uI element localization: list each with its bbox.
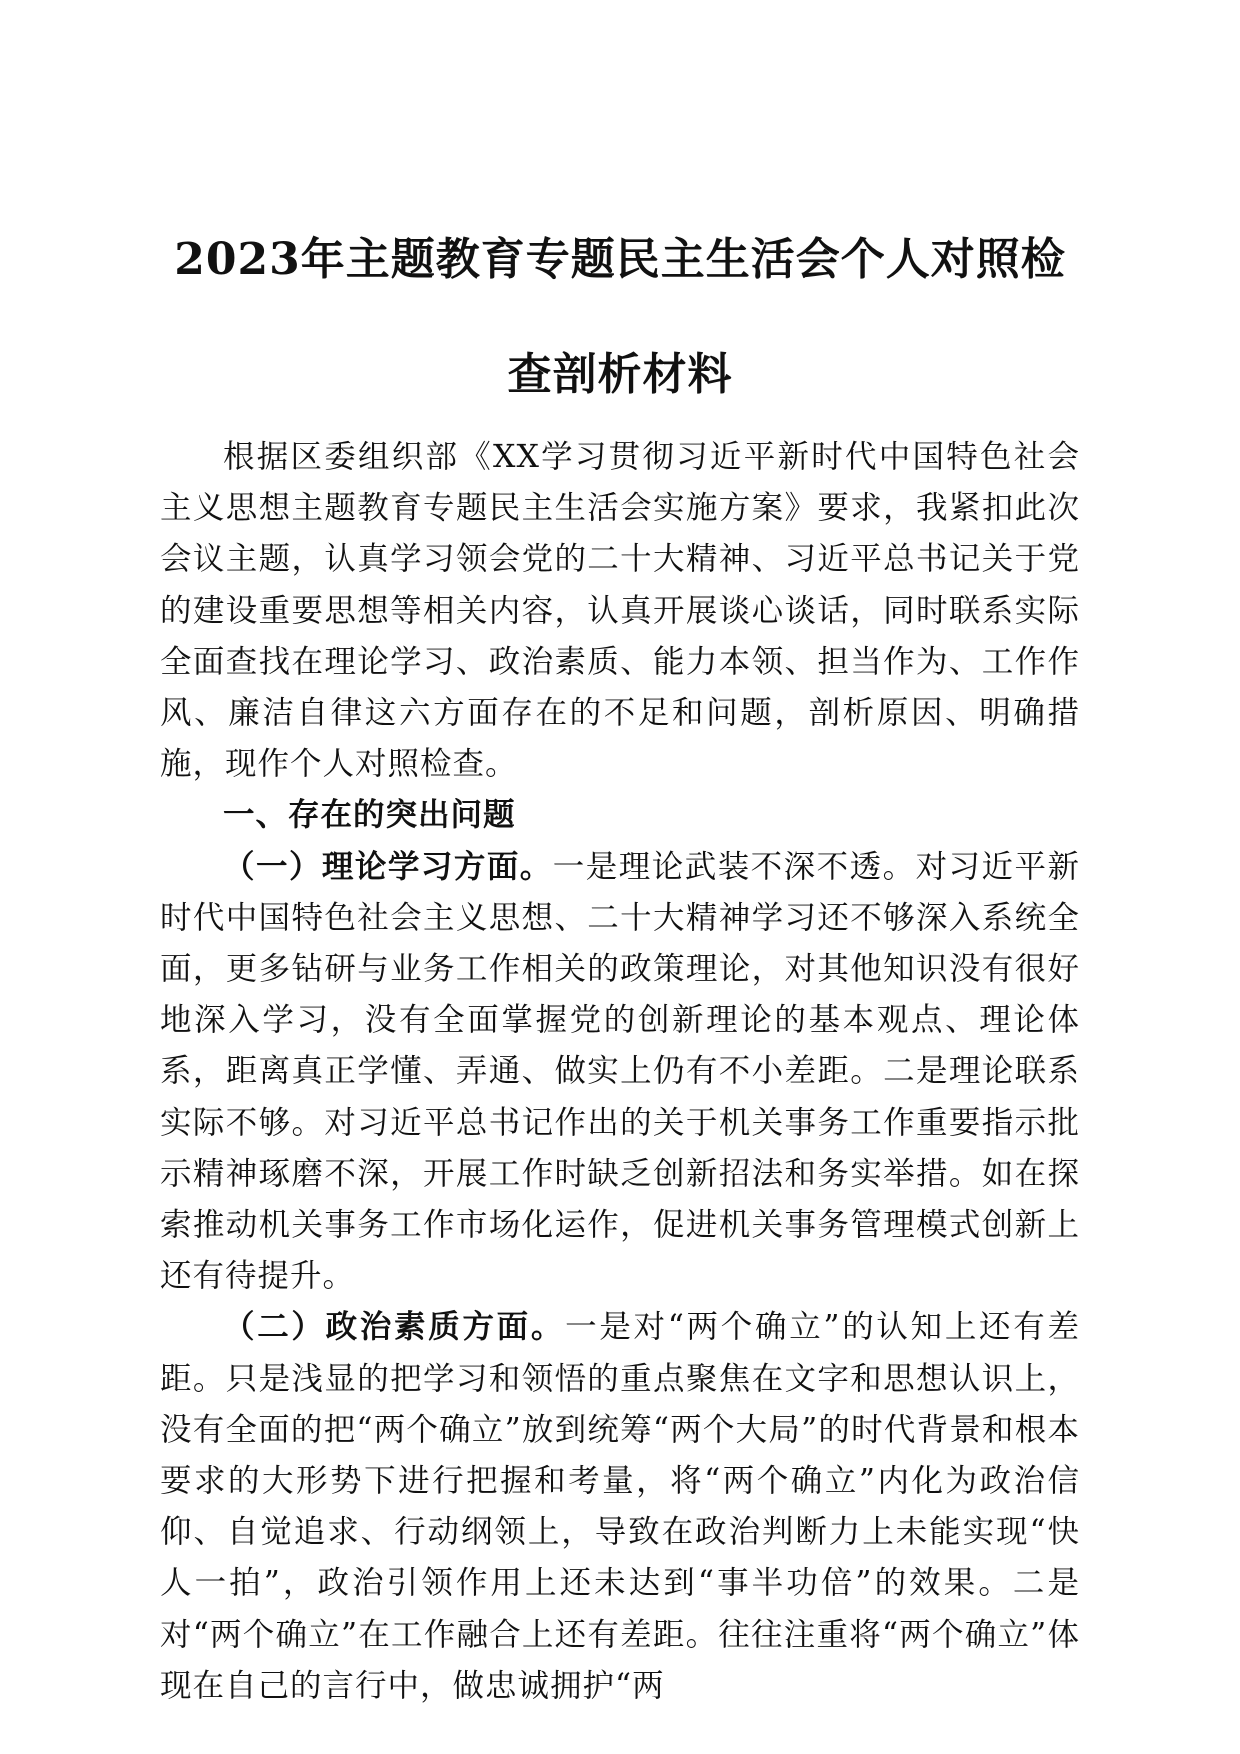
paragraph-body-political-quality: 一是对“两个确立”的认知上还有差距。只是浅显的把学习和领悟的重点聚焦在文字和思想认识上，没有全面的把“两个确立”放到统筹“两个大局”的时代背景和根本要求的大形势下进行把握和考量，将“两个确立”内化为政治信仰、自觉追求、行动纲领上，导致在政治判断力上未能实现“快人一拍”，政治引领作用上还未达到“事半功倍”的效果。二是对“两个确立”在工作融合上还有差距。往往注重将“两个确立”体现在自己的言行中，做忠诚拥护“两 xyxy=(160,1309,1080,1704)
section-heading-1: 一、存在的突出问题 xyxy=(223,797,516,834)
paragraph-political-quality xyxy=(160,1302,1080,1712)
paragraph-theory-study xyxy=(160,842,1080,1303)
paragraph-body-theory-study: 一是理论武装不深不透。对习近平新时代中国特色社会主义思想、二十大精神学习还不够深入系统全面，更多钻研与业务工作相关的政策理论，对其他知识没有很好地深入学习，没有全面掌握党的创新理论的基本观点、理论体系，距离真正学懂、弄通、做实上仍有不小差距。二是理论联系实际不够。对习近平总书记作出的关于机关事务工作重要指示批示精神琢磨不深，开展工作时缺乏创新招法和务实举措。如在探索推动机关事务工作市场化运作，促进机关事务管理模式创新上还有待提升。 xyxy=(160,848,1080,1295)
paragraph-lead-political-quality: （二）政治素质方面。 xyxy=(223,1309,566,1346)
paragraph-lead-theory-study: （一）理论学习方面。 xyxy=(223,848,553,885)
document-title-line-2: 查剖析材料 xyxy=(507,349,733,400)
document-body xyxy=(160,432,1080,1712)
intro-paragraph: 根据区委组织部《XX学习贯彻习近平新时代中国特色社会主义思想主题教育专题民主生活会实施方案》要求，我紧扣此次会议主题，认真学习领会党的二十大精神、习近平总书记关于党的建设重要思想等相关内容，认真开展谈心谈话，同时联系实际全面查找在理论学习、政治素质、能力本领、担当作为、工作作风、廉洁自律这六方面存在的不足和问题，剖析原因、明确措施，现作个人对照检查。 xyxy=(160,439,1080,783)
document-title-line-1: 2023年主题教育专题民主生活会个人对照检 xyxy=(174,234,1066,285)
